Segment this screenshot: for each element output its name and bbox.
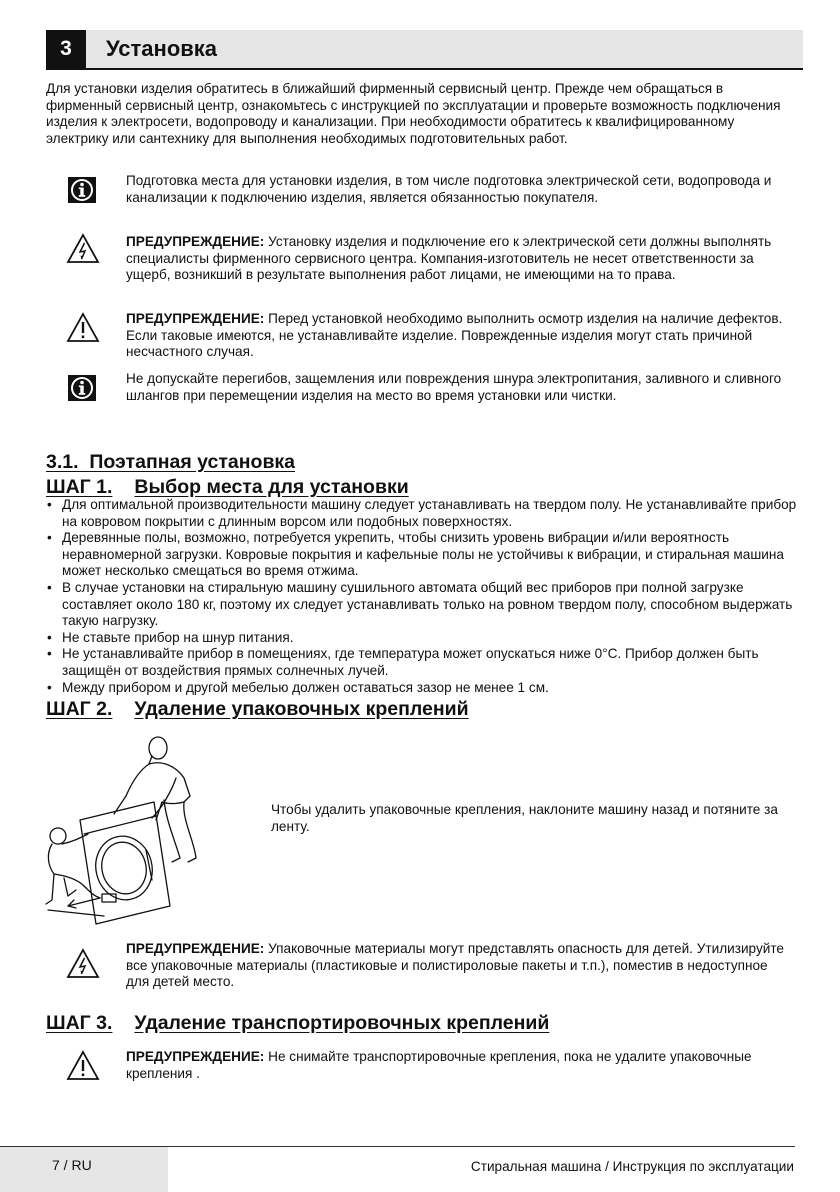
- info-icon: [66, 173, 100, 207]
- step2-instruction: Чтобы удалить упаковочные крепления, наклоните машину назад и потяните за ленту.: [271, 802, 778, 834]
- list-item: • Не ставьте прибор на шнур питания.: [46, 630, 806, 647]
- tilt-machine-illustration: [44, 730, 244, 925]
- note-text: ПРЕДУПРЕЖДЕНИЕ: Не снимайте транспортировочные крепления, пока не удалите упаковочные крепления .: [126, 1049, 752, 1081]
- warning-label: ПРЕДУПРЕЖДЕНИЕ:: [126, 234, 265, 249]
- page-number: 7 / RU: [52, 1157, 92, 1173]
- list-item: • В случае установки на стиральную машину сушильного автомата общий вес приборов при полной загрузке составляет около 180 кг, поэтому их следует устанавливать только на ровном твердом полу, способном выдержать такую нагрузку.: [46, 580, 806, 630]
- electric-warning-icon: [66, 232, 100, 266]
- chapter-number: 3: [46, 30, 86, 68]
- warning-icon: [66, 311, 100, 345]
- note-text: Не допускайте перегибов, защемления или повреждения шнура электропитания, заливного и сливного шлангов при перемещении изделия на место во время установки или чистки.: [126, 371, 782, 403]
- chapter-title: Установка: [106, 36, 218, 61]
- chapter-header: [46, 30, 803, 70]
- section-heading-3-1: 3.1. Поэтапная установка: [46, 451, 296, 473]
- note-text: Подготовка места для установки изделия, в том числе подготовка электрической сети, водопровода и канализации к подключению изделия, является обязанностью покупателя.: [126, 173, 772, 205]
- warning-label: ПРЕДУПРЕЖДЕНИЕ:: [126, 1049, 265, 1064]
- note-text: ПРЕДУПРЕЖДЕНИЕ: Упаковочные материалы могут представлять опасность для детей. Утилизируйте все упаковочные материалы (пластиковые и полистироловые пакеты и т.п.), поместив в недоступное для детей место.: [126, 941, 784, 990]
- step1-heading: ШАГ 1. Выбор места для установки: [46, 476, 409, 498]
- step3-heading: ШАГ 3. Удаление транспортировочных креплений: [46, 1012, 550, 1034]
- list-item: • Для оптимальной производительности машину следует устанавливать на твердом полу. Не устанавливайте прибор на ковровом покрытии с длинным ворсом или подобных поверхностях.: [46, 497, 806, 530]
- note-text: ПРЕДУПРЕЖДЕНИЕ: Перед установкой необходимо выполнить осмотр изделия на наличие дефектов. Если таковые имеются, не устанавливайте изделие. Поврежденные изделия могут стать причиной несчастного случая.: [126, 311, 783, 360]
- warning-label: ПРЕДУПРЕЖДЕНИЕ:: [126, 311, 265, 326]
- warning-label: ПРЕДУПРЕЖДЕНИЕ:: [126, 941, 265, 956]
- step2-heading: ШАГ 2. Удаление упаковочных креплений: [46, 698, 469, 720]
- note-text: ПРЕДУПРЕЖДЕНИЕ: Установку изделия и подключение его к электрической сети должны выполнять специалисты фирменного сервисного центра. Компания-изготовитель не несет ответственности за ущерб, возникший в результате выполнения работ лицами, не имеющими на то права.: [126, 234, 772, 283]
- intro-paragraph: Для установки изделия обратитесь в ближайший фирменный сервисный центр. Прежде чем обращаться в фирменный сервисный центр, ознакомьтесь с инструкцией по эксплуатации и проверьте возможность подключения изделия к электросети, водопроводу и канализации. При необходимости обратитесь к квалифицированному электрику или сантехнику для выполнения необходимых подготовительных работ.: [46, 81, 781, 146]
- warning-icon: [66, 1049, 100, 1083]
- step1-list: [46, 497, 806, 696]
- list-item: • Между прибором и другой мебелью должен оставаться зазор не менее 1 см.: [46, 680, 806, 697]
- info-icon: [66, 371, 100, 405]
- list-item: • Не устанавливайте прибор в помещениях, где температура может опускаться ниже 0°C. Прибор должен быть защищён от воздействия прямых солнечных лучей.: [46, 646, 806, 679]
- electric-warning-icon: [66, 947, 100, 981]
- footer-title: Стиральная машина / Инструкция по эксплуатации: [470, 1159, 794, 1174]
- list-item: • Деревянные полы, возможно, потребуется укрепить, чтобы снизить уровень вибрации и/или вероятность неравномерной загрузки. Ковровые покрытия и кафельные полы не устойчивы к вибрации, и стиральная машина может несколько смещаться во время отжима.: [46, 530, 806, 580]
